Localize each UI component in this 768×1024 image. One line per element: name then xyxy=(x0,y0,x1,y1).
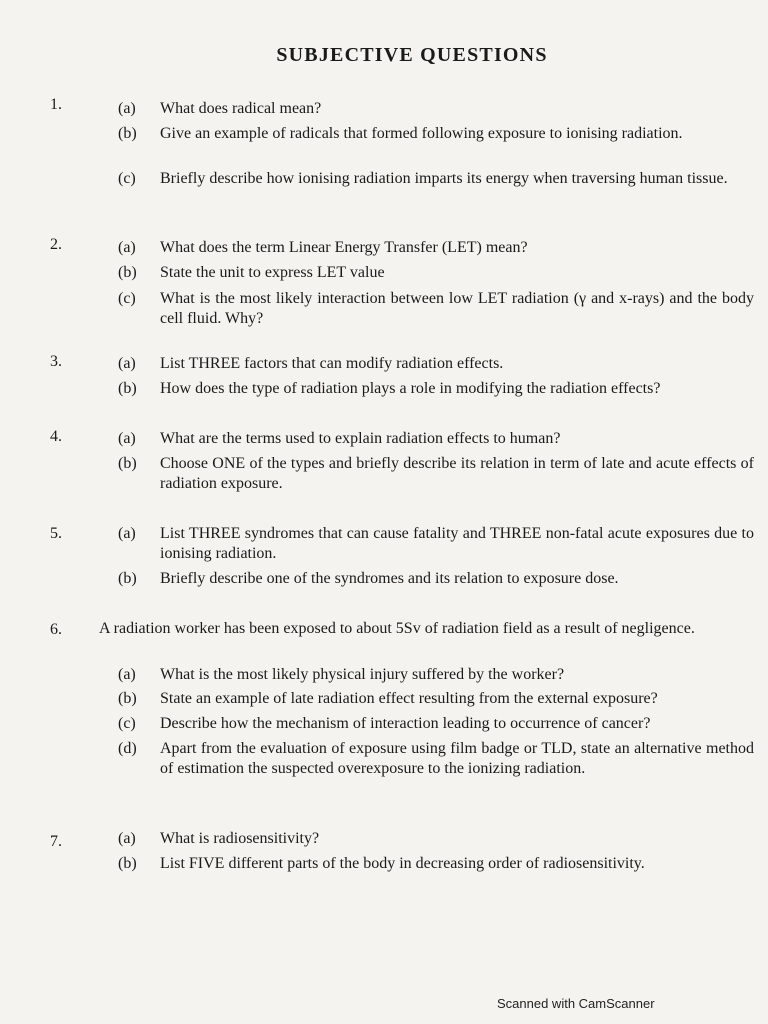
part-label: (b) xyxy=(118,570,137,587)
part-label: (b) xyxy=(118,690,137,707)
part-label: (b) xyxy=(118,855,137,872)
part-label: (b) xyxy=(118,125,137,142)
part-text: State the unit to express LET value xyxy=(160,264,385,281)
question-number: 3. xyxy=(50,353,62,370)
part-label: (a) xyxy=(118,430,136,447)
part-text: Apart from the evaluation of exposure using film badge or TLD, state an alternative method of estimation the suspected overexposure to the ionizing radiation. xyxy=(160,740,754,777)
part-text: How does the type of radiation plays a role in modifying the radiation effects? xyxy=(160,380,661,397)
part-label: (c) xyxy=(118,715,136,732)
part-text: List THREE syndromes that can cause fatality and THREE non-fatal acute exposures due to ionising radiation. xyxy=(160,525,754,562)
part-text: Briefly describe one of the syndromes and its relation to exposure dose. xyxy=(160,570,619,587)
part-text: What does radical mean? xyxy=(160,100,322,117)
part-text: Briefly describe how ionising radiation imparts its energy when traversing human tissue. xyxy=(160,170,728,187)
part-text: What is radiosensitivity? xyxy=(160,830,320,847)
part-text: Describe how the mechanism of interaction leading to occurrence of cancer? xyxy=(160,715,651,732)
question-number: 5. xyxy=(50,525,62,542)
part-text: What are the terms used to explain radiation effects to human? xyxy=(160,430,561,447)
question-number: 4. xyxy=(50,428,62,445)
part-label: (a) xyxy=(118,830,136,847)
part-text: State an example of late radiation effect resulting from the external exposure? xyxy=(160,690,658,707)
part-label: (b) xyxy=(118,455,137,472)
part-label: (a) xyxy=(118,239,136,256)
part-text: Choose ONE of the types and briefly describe its relation in term of late and acute effects of radiation exposure. xyxy=(160,455,754,492)
part-text: What does the term Linear Energy Transfer (LET) mean? xyxy=(160,239,528,256)
part-label: (a) xyxy=(118,355,136,372)
part-label: (c) xyxy=(118,290,136,307)
part-label: (c) xyxy=(118,170,136,187)
part-label: (b) xyxy=(118,380,137,397)
part-label: (a) xyxy=(118,525,136,542)
part-label: (b) xyxy=(118,264,137,281)
part-text: What is the most likely interaction between low LET radiation (γ and x-rays) and the body cell fluid. Why? xyxy=(160,290,754,327)
part-label: (a) xyxy=(118,666,136,683)
part-label: (d) xyxy=(118,740,137,757)
question-stem: A radiation worker has been exposed to about 5Sv of radiation field as a result of negligence. xyxy=(99,620,695,637)
part-label: (a) xyxy=(118,100,136,117)
page-title: SUBJECTIVE QUESTIONS xyxy=(276,44,548,66)
part-text: Give an example of radicals that formed following exposure to ionising radiation. xyxy=(160,125,683,142)
scanner-watermark: Scanned with CamScanner xyxy=(497,996,655,1011)
question-number: 7. xyxy=(50,833,62,850)
part-text: List THREE factors that can modify radiation effects. xyxy=(160,355,504,372)
question-number: 6. xyxy=(50,621,62,638)
part-text: List FIVE different parts of the body in decreasing order of radiosensitivity. xyxy=(160,855,645,872)
question-number: 2. xyxy=(50,236,62,253)
part-text: What is the most likely physical injury suffered by the worker? xyxy=(160,666,565,683)
question-number: 1. xyxy=(50,96,62,113)
